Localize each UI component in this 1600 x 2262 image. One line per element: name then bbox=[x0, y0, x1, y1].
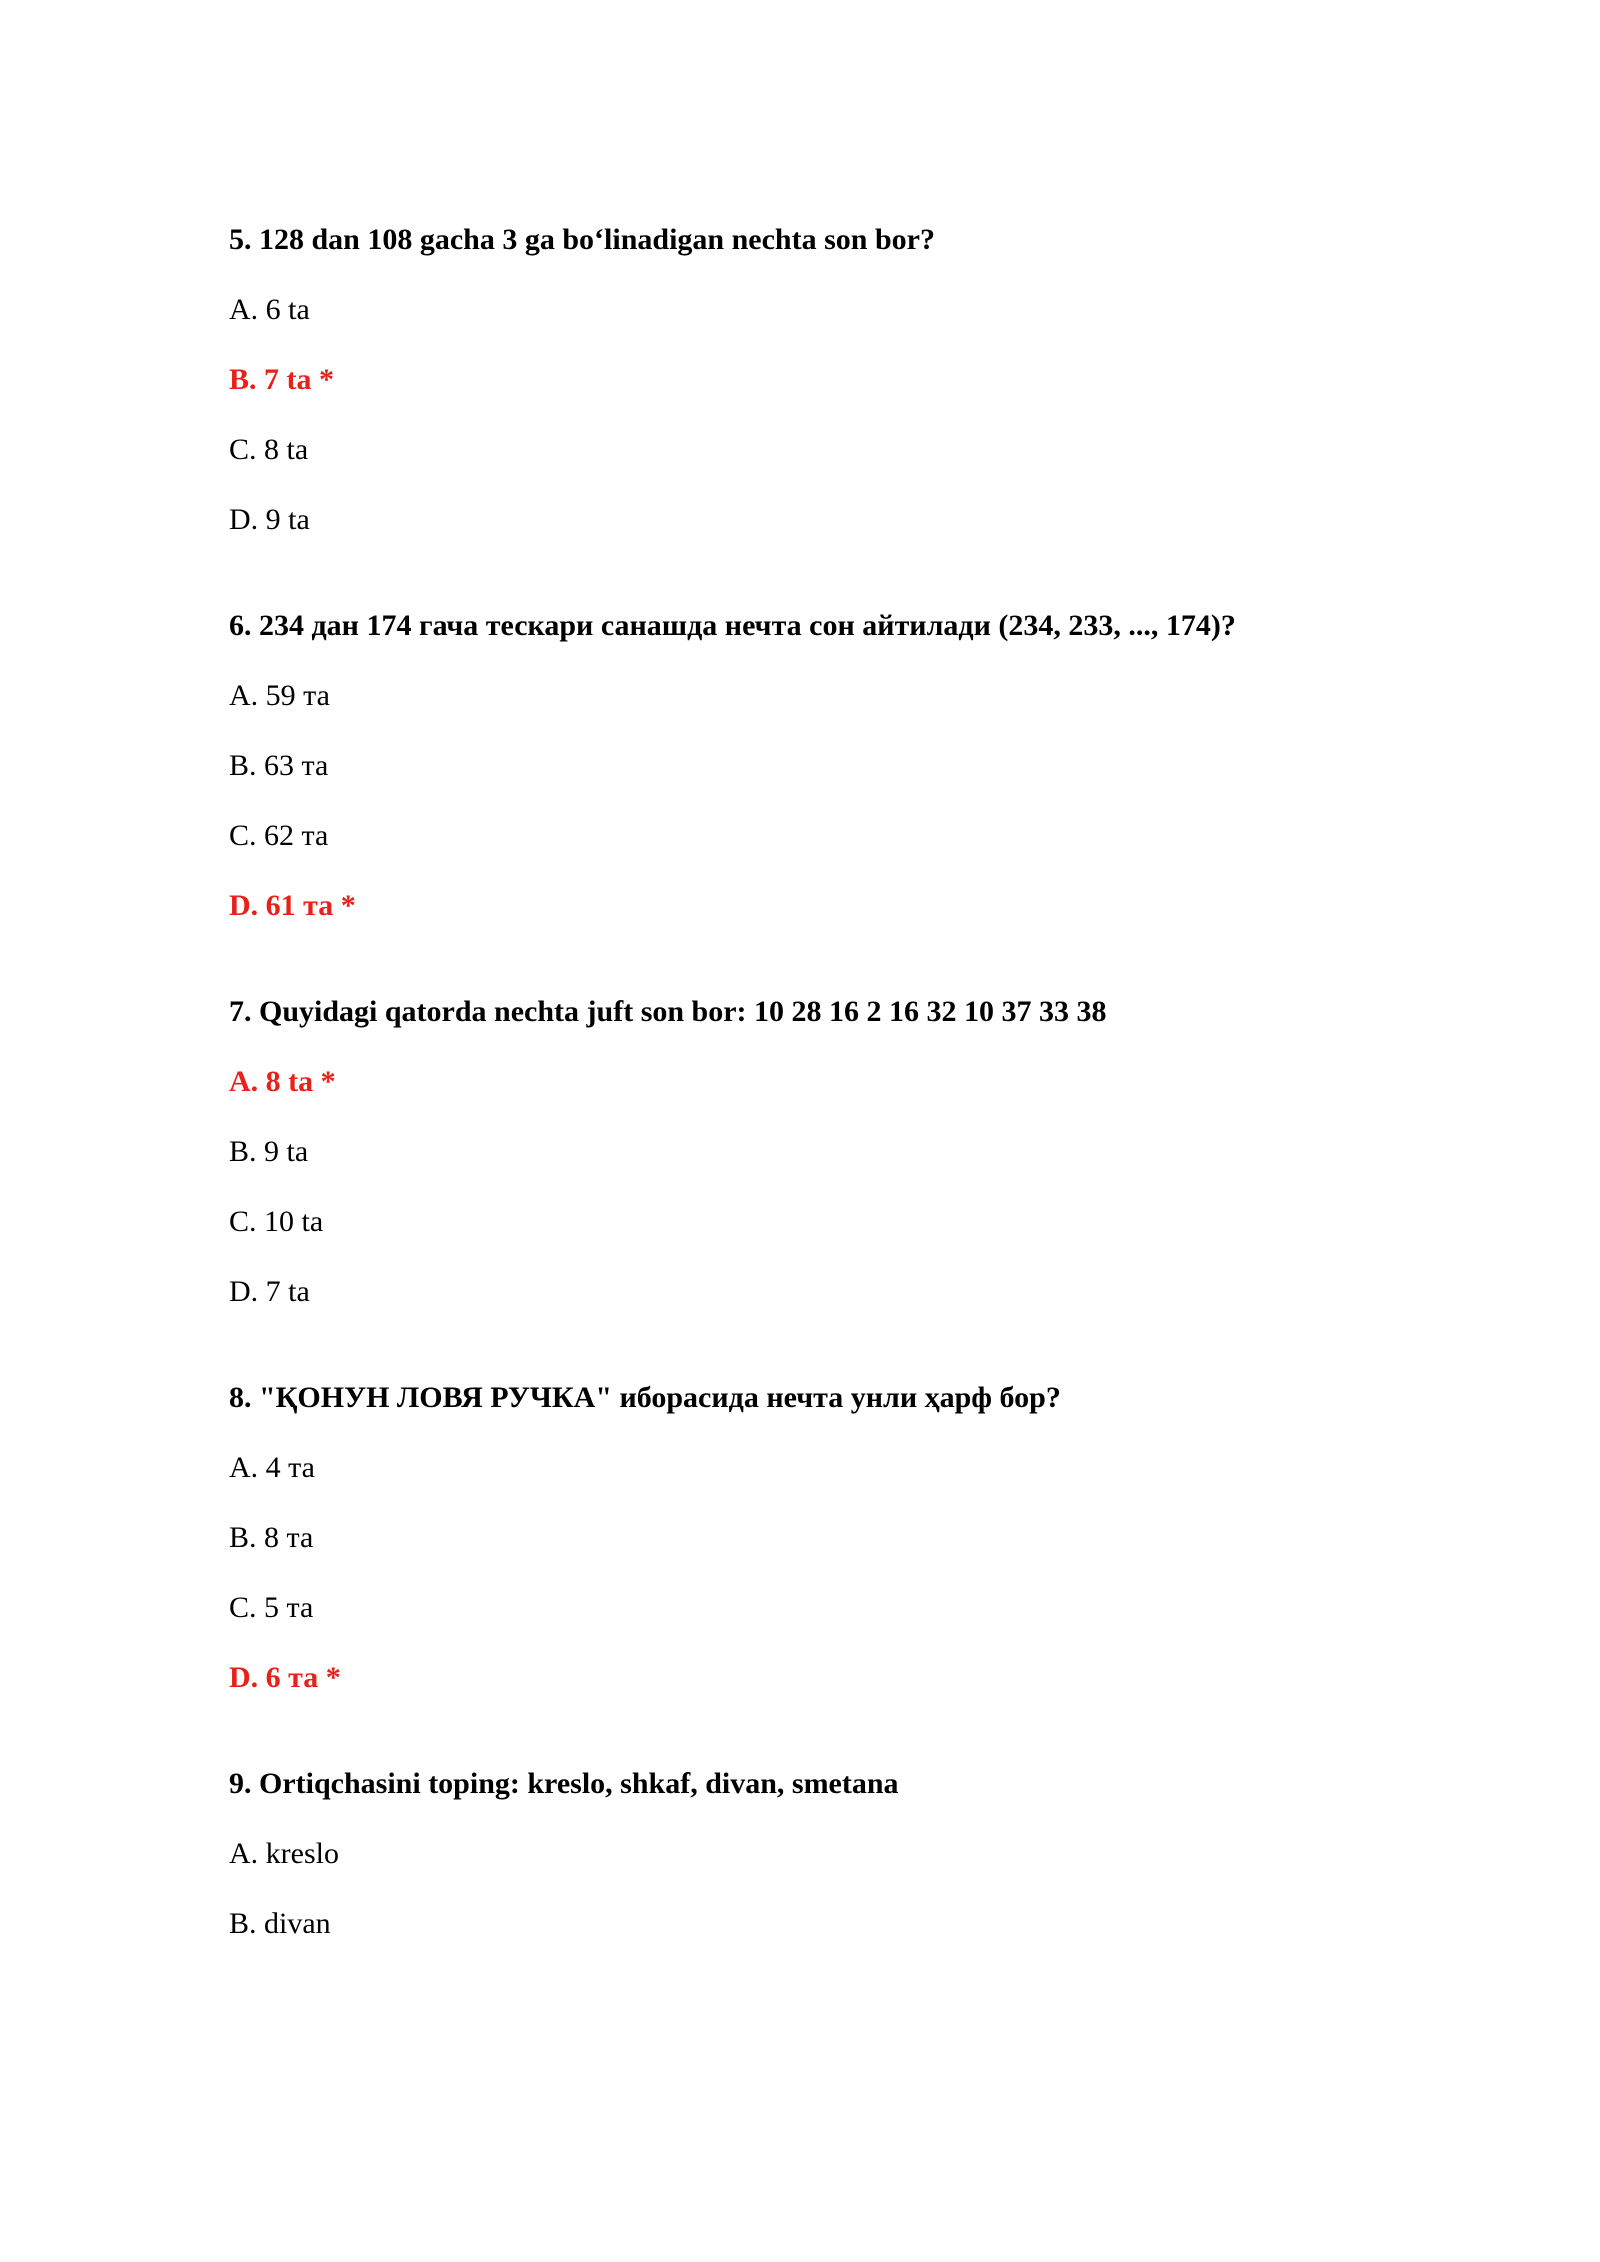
question-title: 5. 128 dan 108 gacha 3 ga bo‘linadigan nechta son bor? bbox=[229, 223, 935, 256]
answer-option-correct: A. 8 ta * bbox=[229, 1065, 336, 1098]
question-title: 6. 234 дан 174 гача тескари санашда нечта сон айтилади (234, 233, ..., 174)? bbox=[229, 609, 1236, 642]
answer-option: A. 6 ta bbox=[229, 293, 310, 326]
question-block-6 bbox=[229, 608, 1429, 924]
answer-option: B. 8 та bbox=[229, 1521, 314, 1554]
answer-option: C. 5 та bbox=[229, 1591, 314, 1624]
question-title: 7. Quyidagi qatorda nechta juft son bor: 10 28 16 2 16 32 10 37 33 38 bbox=[229, 995, 1107, 1028]
question-block-5 bbox=[229, 222, 1429, 538]
answer-option: A. 59 та bbox=[229, 679, 330, 712]
answer-option: D. 9 ta bbox=[229, 503, 310, 536]
question-title: 8. "ҚОНУН ЛОВЯ РУЧКА" иборасида нечта унли ҳарф бор? bbox=[229, 1381, 1061, 1414]
document-page bbox=[229, 222, 1429, 1942]
question-block-7 bbox=[229, 994, 1429, 1310]
answer-option-correct: B. 7 ta * bbox=[229, 363, 334, 396]
answer-option: A. 4 та bbox=[229, 1451, 315, 1484]
answer-option-correct: D. 61 та * bbox=[229, 889, 356, 922]
answer-option: B. 63 та bbox=[229, 749, 329, 782]
question-title: 9. Ortiqchasini toping: kreslo, shkaf, divan, smetana bbox=[229, 1767, 899, 1800]
answer-option: C. 8 ta bbox=[229, 433, 309, 466]
answer-option: A. kreslo bbox=[229, 1837, 339, 1870]
answer-option: C. 10 ta bbox=[229, 1205, 324, 1238]
answer-option: B. 9 ta bbox=[229, 1135, 309, 1168]
answer-option: B. divan bbox=[229, 1907, 331, 1940]
answer-option-correct: D. 6 та * bbox=[229, 1661, 341, 1694]
answer-option: D. 7 ta bbox=[229, 1275, 310, 1308]
answer-option: C. 62 та bbox=[229, 819, 329, 852]
question-block-8 bbox=[229, 1380, 1429, 1696]
question-block-9 bbox=[229, 1766, 1429, 1942]
